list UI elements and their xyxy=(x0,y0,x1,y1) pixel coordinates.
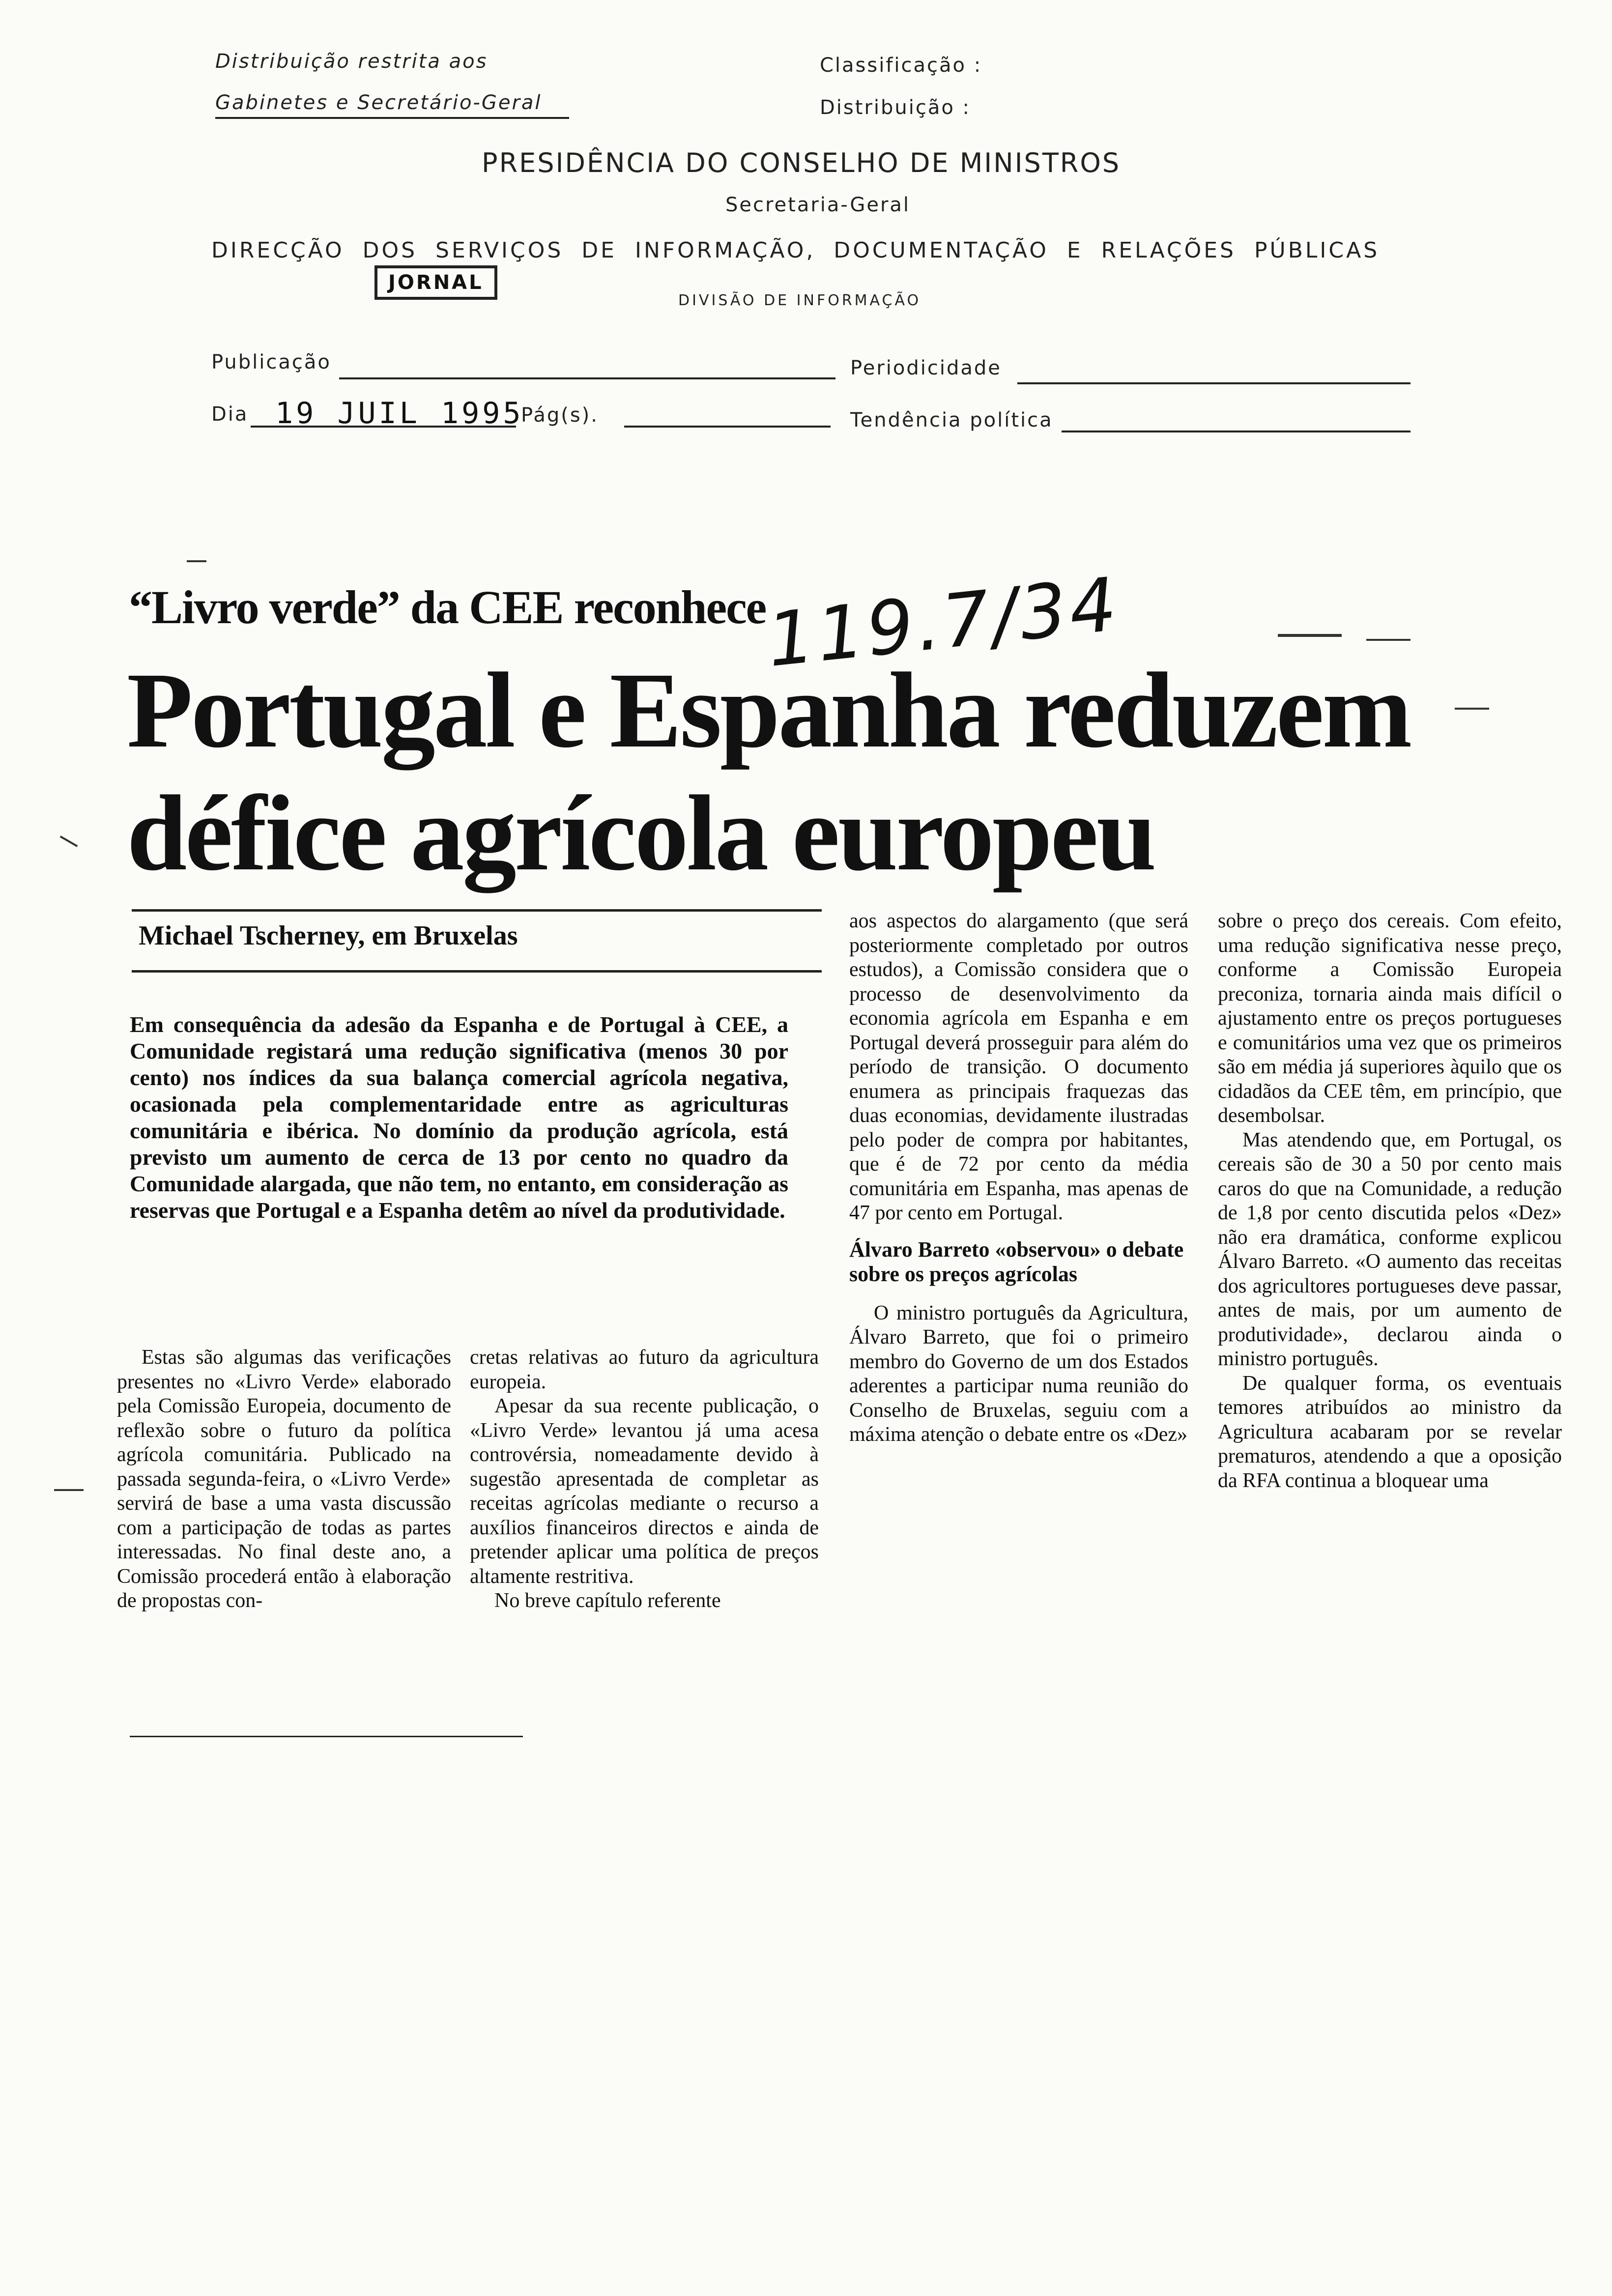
column-3-paragraph-1: aos aspectos do alargamento (que será posteriormente completado por outros estudos), a Comissão considera que o processo de desenvolvimento da economia agrícola em Espanha e em Portugal deverá prosseguir para além do período de transição. O documento enumera as principais fraquezas das duas economias, devidamente ilustradas pelo poder de compra por habitantes, que é de 72 por cento da média comunitária em Espanha, mas apenas de 47 por cento em Portugal. xyxy=(849,910,1188,1224)
distribution-note-line2: Gabinetes e Secretário-Geral xyxy=(215,91,569,119)
column-4-paragraph-2: Mas atendendo que, em Portugal, os cereais são de 30 a 50 por cento mais caros do que na Comunidade, a redução de 1,8 por cento discutida pelos «Dez» não era dramática, conforme explicou Álvaro Barreto. «O aumento das receitas dos agricultores portugueses deve passar, antes de mais, por um aumento de produtividade», declarou ainda o ministro português. xyxy=(1218,1128,1562,1370)
headline-line2: défice agrícola europeu xyxy=(127,773,1155,893)
article-column-4 xyxy=(1218,909,1562,1493)
scan-artifact xyxy=(1278,634,1342,637)
article-column-3 xyxy=(849,909,1188,1447)
article-lead: Em consequência da adesão da Espanha e de Portugal à CEE, a Comunidade registará uma redução significativa (menos 30 por cento) nos índices da sua balança comercial agrícola negativa, ocasionada pela complementaridade entre as agriculturas comunitária e ibérica. No domínio da produção agrícola, está previsto um aumento de cerca de 13 por cento no quadro da Comunidade alargada, que não tem, no entanto, em consideração as reservas que Portugal e a Espanha detêm ao nível da produtividade. xyxy=(130,1012,788,1223)
byline: Michael Tscherney, em Bruxelas xyxy=(139,920,518,951)
day-value: 19 JUIL 1995 xyxy=(275,396,524,430)
column-2-paragraph-3: No breve capítulo referente xyxy=(494,1589,721,1612)
column-4-paragraph-3: De qualquer forma, os eventuais temores atribuídos ao ministro da Agricultura acabaram por se revelar prematuros, atendendo a que a oposição da RFA continua a bloquear uma xyxy=(1218,1372,1562,1492)
tendency-label: Tendência política xyxy=(850,409,1053,431)
classification-label: Classificação : xyxy=(820,54,982,77)
publication-label: Publicação xyxy=(211,351,331,373)
presidency-title: PRESIDÊNCIA DO CONSELHO DE MINISTROS xyxy=(482,147,1121,178)
headline-line1: Portugal e Espanha reduzem xyxy=(127,650,1410,770)
column-1-paragraph: Estas são algumas das verificações presentes no «Livro Verde» elaborado pela Comissão Europeia, documento de reflexão sobre o futuro da política agrícola comunitária. Publicado na passada segunda-feira, o «Livro Verde» servirá de base a uma vasta discussão com a participação de todas as partes interessadas. No final deste ano, a Comissão procederá então à elaboração de propostas con- xyxy=(117,1346,451,1612)
pages-label: Pág(s). xyxy=(521,404,599,427)
byline-top-rule xyxy=(132,909,822,912)
periodicity-label: Periodicidade xyxy=(850,357,1002,379)
scan-artifact xyxy=(187,560,206,562)
distribution-note-line1: Distribuição restrita aos xyxy=(215,50,488,73)
division-title: DIVISÃO DE INFORMAÇÃO xyxy=(678,292,921,309)
handwritten-annotation: 119.7/34 xyxy=(763,561,1123,684)
day-label: Dia xyxy=(211,403,249,426)
secretariat-title: Secretaria-Geral xyxy=(725,194,911,216)
column-2-paragraph-2: Apesar da sua recente publicação, o «Livro Verde» levantou já uma acesa controvérsia, nomeadamente devido à sugestão apresentada de completar as receitas agrícolas mediante o recurso a auxílios financeiros directos e ainda de pretender aplicar uma política de preços altamente restritiva. xyxy=(470,1395,819,1588)
publication-line xyxy=(339,377,835,379)
scan-artifact xyxy=(1366,639,1410,641)
tendency-line xyxy=(1062,430,1410,432)
article-column-2 xyxy=(470,1346,819,1613)
article-kicker: “Livro verde” da CEE reconhece xyxy=(129,581,766,633)
jornal-stamp: JORNAL xyxy=(374,265,497,300)
scan-artifact xyxy=(60,835,78,847)
column-4-paragraph-1: sobre o preço dos cereais. Com efeito, uma redução significativa nesse preço, conforme a Comissão Europeia preconiza, tornaria ainda mais difícil o ajustamento entre os preços portugueses e comunitários uma vez que os primeiros são em média já superiores àquilo que os cidadãos da CEE têm, em princípio, que desembolsar. xyxy=(1218,910,1562,1127)
pages-line xyxy=(624,426,831,428)
column-2-paragraph-1: cretas relativas ao futuro da agricultura europeia. xyxy=(470,1346,819,1393)
clipping-bottom-rule xyxy=(130,1736,523,1737)
day-line xyxy=(251,426,516,428)
byline-bottom-rule xyxy=(132,970,822,973)
scan-artifact xyxy=(1455,708,1489,710)
article-column-1 xyxy=(117,1346,451,1613)
column-3-paragraph-2: O ministro português da Agricultura, Álvaro Barreto, que foi o primeiro membro do Governo de um dos Estados aderentes a participar numa reunião do Conselho de Bruxelas, seguiu com a máxima atenção o debate entre os «Dez» xyxy=(849,1301,1188,1446)
scan-artifact xyxy=(54,1489,84,1491)
directorate-title: DIRECÇÃO DOS SERVIÇOS DE INFORMAÇÃO, DOCUMENTAÇÃO E RELAÇÕES PÚBLICAS xyxy=(211,238,1380,263)
column-3-subheading: Álvaro Barreto «observou» o debate sobre os preços agrícolas xyxy=(849,1237,1184,1286)
periodicity-line xyxy=(1017,382,1410,384)
distribution-label: Distribuição : xyxy=(820,96,971,119)
